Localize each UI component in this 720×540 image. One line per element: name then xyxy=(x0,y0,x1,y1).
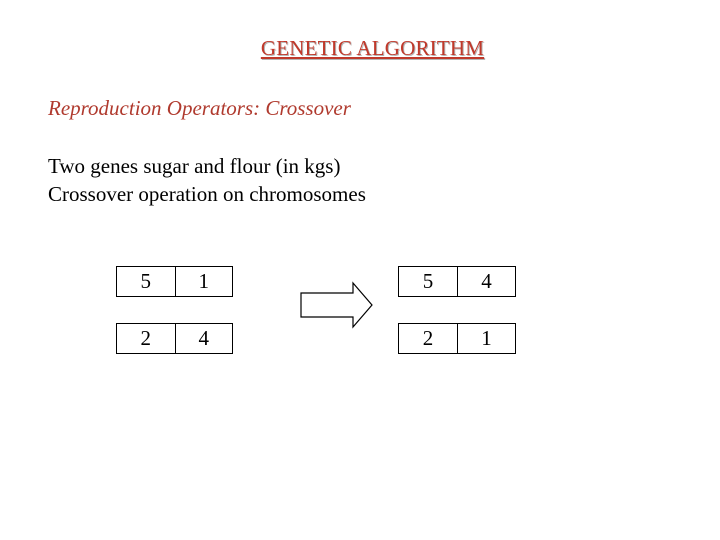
gene-sugar: 5 xyxy=(140,269,151,293)
gene-flour: 4 xyxy=(175,324,233,353)
gene-flour: 1 xyxy=(457,324,515,353)
parent-chromosome-1 xyxy=(116,266,233,297)
gene-flour: 1 xyxy=(175,267,233,296)
description-line-2: Crossover operation on chromosomes xyxy=(48,182,366,206)
gene-sugar: 2 xyxy=(422,326,434,350)
offspring-chromosome-2 xyxy=(398,323,516,354)
gene-sugar: 5 xyxy=(422,269,434,293)
slide-subtitle: Reproduction Operators: Crossover xyxy=(48,96,351,120)
offspring-chromosome-1 xyxy=(398,266,516,297)
slide-title: GENETIC ALGORITHM xyxy=(260,36,485,60)
right-arrow-icon xyxy=(300,281,374,329)
gene-flour: 4 xyxy=(457,267,515,296)
gene-sugar: 2 xyxy=(140,326,151,350)
parent-chromosome-2 xyxy=(116,323,233,354)
description-line-1: Two genes sugar and flour (in kgs) xyxy=(48,154,341,178)
